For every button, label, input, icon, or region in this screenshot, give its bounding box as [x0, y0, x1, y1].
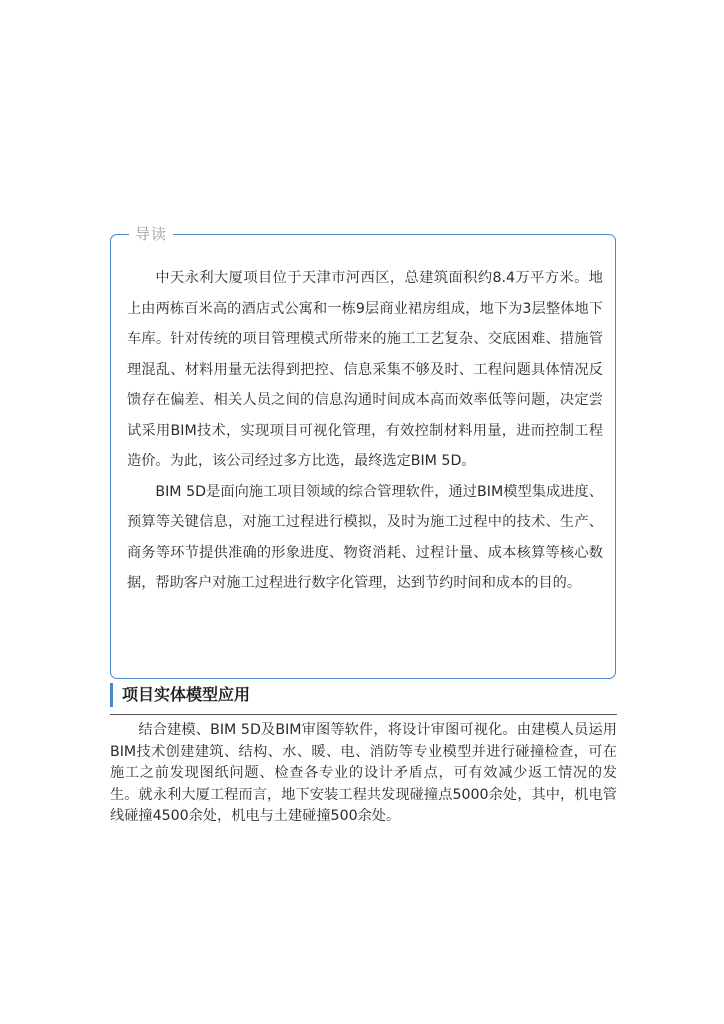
intro-body: [127, 263, 603, 599]
section-divider: [110, 714, 617, 715]
section-body: [110, 720, 617, 828]
section-heading: 项目实体模型应用: [110, 683, 250, 707]
intro-paragraph-1: 中天永利大厦项目位于天津市河西区，总建筑面积约8.4万平方米。地上由两栋百米高的酒店式公寓和一栋9层商业裙房组成，地下为3层整体地下车库。针对传统的项目管理模式所带来的施工工艺复杂、交底困难、措施管理混乱、材料用量无法得到把控、信息采集不够及时、工程问题具体情况反馈存在偏差、相关人员之间的信息沟通时间成本高而效率低等问题，决定尝试采用BIM技术，实现项目可视化管理，有效控制材料用量，进而控制工程造价。为此，该公司经过多方比选，最终选定BIM 5D。: [127, 270, 603, 469]
intro-paragraph-2: BIM 5D是面向施工项目领域的综合管理软件，通过BIM模型集成进度、预算等关键信息，对施工过程进行模拟，及时为施工过程中的技术、生产、商务等环节提供准确的形象进度、物资消耗、过程计量、成本核算等核心数据，帮助客户对施工过程进行数字化管理，达到节约时间和成本的目的。: [127, 483, 603, 591]
intro-box: [110, 225, 616, 679]
section-paragraph-1: 结合建模、BIM 5D及BIM审图等软件，将设计审图可视化。由建模人员运用BIM技术创建建筑、结构、水、暖、电、消防等专业模型并进行碰撞检查，可在施工之前发现图纸问题、检查各专业的设计矛盾点，可有效减少返工情况的发生。就永利大厦工程而言，地下安装工程共发现碰撞点5000余处，其中，机电管线碰撞4500余处，机电与土建碰撞500余处。: [110, 722, 617, 825]
intro-label: 导读: [129, 224, 173, 244]
